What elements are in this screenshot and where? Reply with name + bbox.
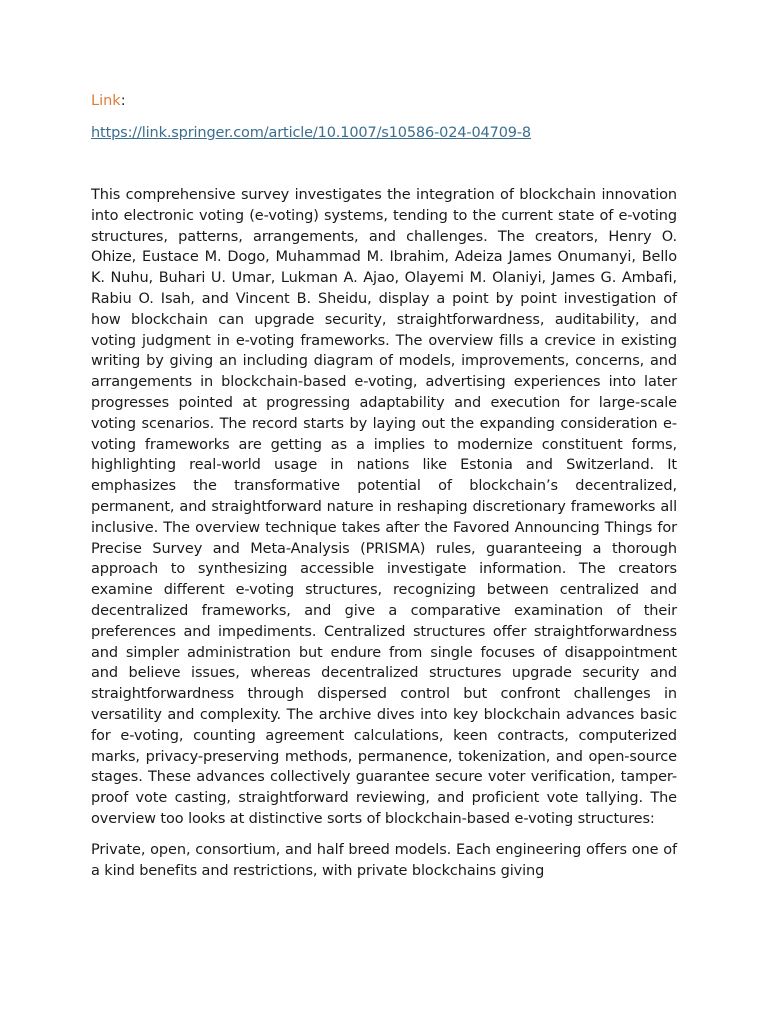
body-paragraph-2: Private, open, consortium, and half breed models. Each engineering offers one of a kind benefits and restrictions, with private blockchains giving [91, 841, 677, 879]
url-row [91, 122, 677, 144]
article-url-link[interactable]: https://link.springer.com/article/10.1007/s10586-024-04709-8 [91, 125, 532, 141]
link-label: Link [91, 93, 121, 109]
link-heading [91, 90, 677, 112]
link-colon: : [120, 93, 126, 109]
document-page [91, 90, 677, 881]
body-paragraph-1: This comprehensive survey investigates the integration of blockchain innovation into electronic voting (e-voting) systems, tending to the current state of e-voting structures, patterns, arrangements, and challenges. The creators, Henry O. Ohize, Eustace M. Dogo, Muhammad M. Ibrahim, Adeiza James Onumanyi, Bello K. Nuhu, Buhari U. Umar, Lukman A. Ajao, Olayemi M. Olaniyi, James G. Ambafi, Rabiu O. Isah, and Vincent B. Sheidu, display a point by point investigation of how blockchain can upgrade security, straightforwardness, auditability, and voting judgment in e-voting frameworks. The overview fills a crevice in existing writing by giving an including diagram of models, improvements, concerns, and arrangements in blockchain-based e-voting, advertising experiences into later progresses pointed at progressing adaptability and execution for large-scale voting scenarios. The record starts by laying out the expanding consideration e-voting frameworks are getting as a implies to modernize constituent forms, highlighting real-world usage in nations like Estonia and Switzerland. It emphasizes the transformative potential of blockchain’s decentralized, permanent, and straightforward nature in reshaping discretionary frameworks all inclusive. The overview technique takes after the Favored Announcing Things for Precise Survey and Meta-Analysis (PRISMA) rules, guaranteeing a thorough approach to synthesizing accessible investigate information. The creators examine different e-voting structures, recognizing between centralized and decentralized frameworks, and give a comparative examination of their preferences and impediments. Centralized structures offer straightforwardness and simpler administration but endure from single focuses of disappointment and believe issues, whereas decentralized structures upgrade security and straightforwardness through dispersed control but confront challenges in versatility and complexity. The archive dives into key blockchain advances basic for e-voting, counting agreement calculations, keen contracts, computerized marks, privacy-preserving methods, permanence, tokenization, and open-source stages. These advances collectively guarantee secure voter verification, tamper-proof vote casting, straightforward reviewing, and proficient vote tallying. The overview too looks at distinctive sorts of blockchain-based e-voting structures: [91, 187, 677, 827]
